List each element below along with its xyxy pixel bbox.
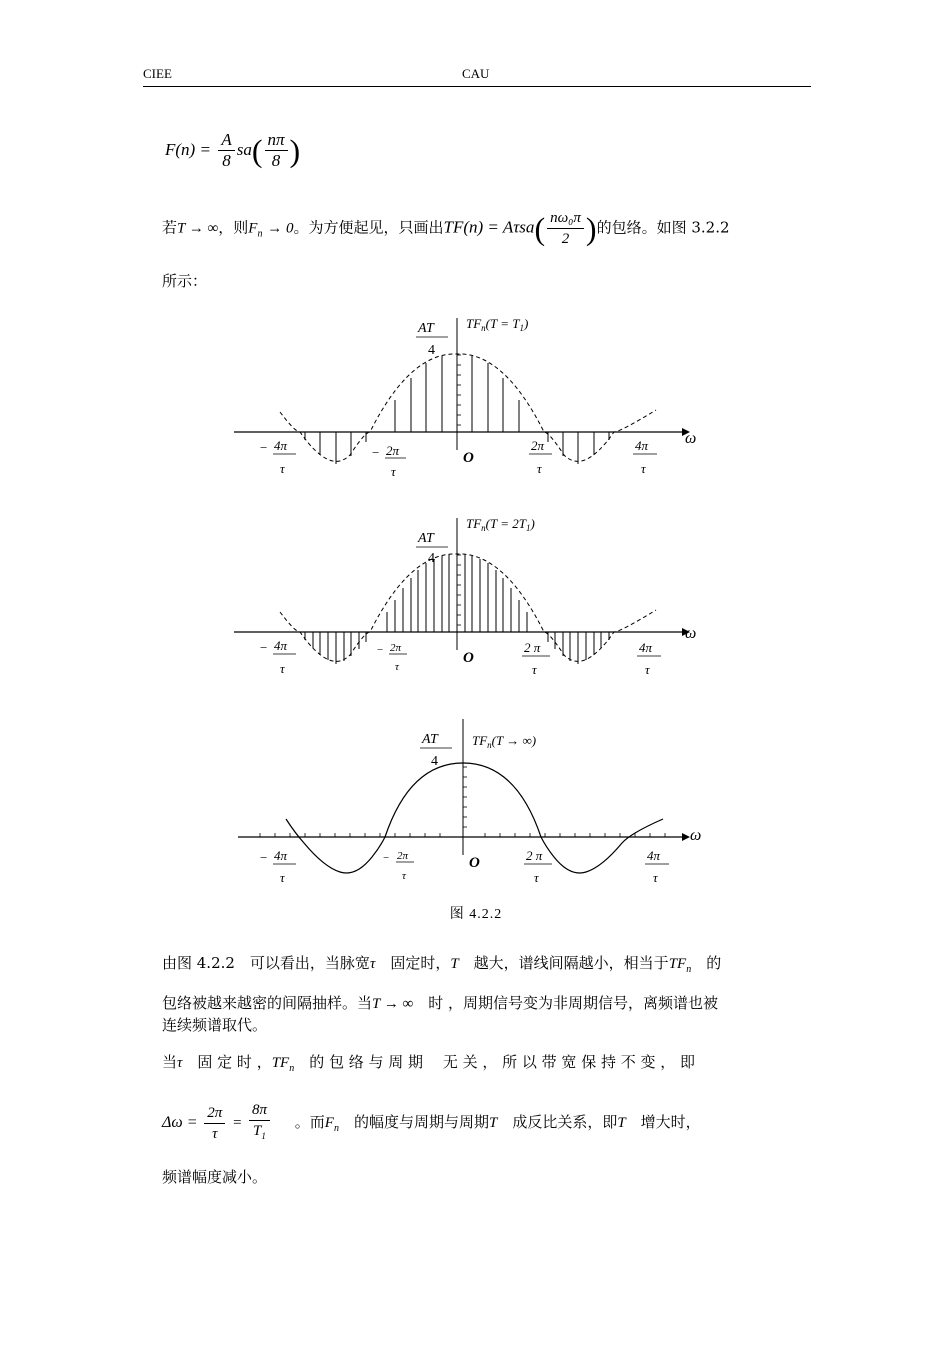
plot3-title: $TF_n(T$ → ∞) <box>472 733 537 750</box>
plot2-label-den: 4 <box>428 551 435 566</box>
para5-frac-1: $\frac{2\pi}{\tau}$ <box>204 1103 225 1144</box>
plot2-y-ticks <box>457 555 461 625</box>
para-5: Δω = $\frac{2\pi}{\tau}$ = $\frac{8\pi}{T_1}$ 。而$F_n$ 的幅度与周期与周期T 成反比关系，即T 增大时， <box>162 1100 701 1146</box>
plot3-omega: ω <box>690 827 702 844</box>
plot2-label-num: AT <box>418 531 434 546</box>
svg-text:τ: τ <box>645 662 650 677</box>
svg-text:τ: τ <box>391 464 396 479</box>
para-3: 连续频谱取代。 <box>162 1016 268 1034</box>
line1-frac-den: 2 <box>561 231 570 247</box>
plot3-x-arrow <box>682 833 690 841</box>
plot-3 <box>220 715 720 890</box>
plot1-label-num: AT <box>418 321 434 336</box>
figure-caption: 图 4.2.2 <box>449 907 503 922</box>
plot1-title: $TF_n(T = T_1)$ <box>466 316 529 333</box>
svg-text:τ: τ <box>402 870 406 882</box>
line1-cond2-rest: → 0 <box>267 220 294 237</box>
plot2-omega: ω <box>685 625 697 642</box>
plot1-omega: ω <box>685 430 697 447</box>
text-line-2: 所示： <box>162 272 208 290</box>
svg-text:−: − <box>383 852 390 864</box>
plot2-origin: O <box>463 650 474 666</box>
plot3-tick-pos4: 4π <box>647 848 661 863</box>
inner-num: nπ <box>265 130 288 151</box>
plot1-label-den: 4 <box>428 343 435 358</box>
inner-den: 8 <box>271 151 281 170</box>
frac-num: A <box>218 130 234 151</box>
plot3-tick-neg2: 2π <box>397 850 409 862</box>
formula-frac <box>218 130 234 171</box>
formula-inner-frac <box>265 130 288 171</box>
plot3-tick-neg4: 4π <box>274 848 288 863</box>
plot2-tick-neg2: 2π <box>390 642 402 654</box>
para5-frac-2: $\frac{8\pi}{T_1}$ <box>249 1100 270 1146</box>
line1-mid: ，则 <box>218 218 249 237</box>
line1-cond2: F <box>248 220 258 237</box>
plot-2 <box>220 510 720 685</box>
line1-cond2-sub: n <box>257 228 263 240</box>
plot2-tick-pos4: 4π <box>639 640 653 655</box>
line1-post: 的包络。如图 3.2.2 <box>596 218 730 237</box>
plot2-title: $TF_n(T = 2T_1)$ <box>466 516 535 533</box>
plot1-tick-pos4: 4π <box>635 438 649 453</box>
frac-den: 8 <box>222 151 231 170</box>
header-center: CAU <box>462 66 490 81</box>
line1-frac-num: nω₀π <box>547 208 584 229</box>
formula-fn: F(n) = $\frac{A}{8}$ sa( $\frac{n\pi}{8}$ ) <box>165 130 301 170</box>
plot2-tick-pos2: 2 π <box>524 640 541 655</box>
plot1-tick-pos2: 2π <box>531 438 545 453</box>
plot3-tick-pos2: 2 π <box>526 848 543 863</box>
line1-expr: TF(n) = Aτsa <box>443 217 535 237</box>
svg-text:−: − <box>260 440 268 455</box>
plot1-origin: O <box>463 450 474 466</box>
plot3-label-num: AT <box>422 732 438 747</box>
svg-text:τ: τ <box>280 870 285 885</box>
svg-text:τ: τ <box>653 870 658 885</box>
plot1-tick-neg2: 2π <box>386 443 400 458</box>
plot1-tick-neg4: 4π <box>274 438 288 453</box>
plot3-y-ticks <box>463 767 467 827</box>
svg-text:−: − <box>260 640 268 655</box>
para-4: 当τ 固 定 时 ，$TF_n$ 的 包 络 与 周 期 无 关 ， 所 以 带 宽 保 持 不 变 ， 即 <box>162 1053 696 1074</box>
svg-text:τ: τ <box>537 461 542 476</box>
header-rule <box>143 86 811 87</box>
svg-text:τ: τ <box>280 461 285 476</box>
text-line-1: 若T → ∞，则$F_n \to 0$。为方便起见，只画出TF(n) = Aτsa( $\frac{\text{nω₀π}}{2}$ )的包络。如图 3.2.2 <box>162 210 730 247</box>
line1-frac <box>547 208 584 249</box>
svg-text:−: − <box>372 445 380 460</box>
svg-text:−: − <box>260 850 268 865</box>
svg-text:−: − <box>377 644 384 656</box>
formula-lhs: F(n) = <box>165 140 211 159</box>
para-1: 由图 4.2.2 可以看出，当脉宽τ 固定时，T 越大，谱线间隔越小，相当于$TF_n$ 的 <box>162 954 722 975</box>
svg-text:τ: τ <box>532 662 537 677</box>
formula-func: sa <box>236 140 252 159</box>
para-2: 包络被越来越密的间隔抽样。当T → ∞ 时 ，周期信号变为非周期信号，离频谱也被 <box>162 994 719 1012</box>
line1-text2: 。为方便起见，只画出 <box>293 218 444 237</box>
svg-text:τ: τ <box>395 661 399 673</box>
header-left: CIEE <box>143 66 172 81</box>
svg-text:τ: τ <box>534 870 539 885</box>
line1-cond1: T → ∞ <box>177 220 219 237</box>
plot3-label-den: 4 <box>431 754 438 769</box>
svg-text:τ: τ <box>641 461 646 476</box>
para-6: 频谱幅度减小。 <box>162 1168 268 1186</box>
plot-1 <box>220 310 720 485</box>
line1-pre: 若 <box>162 218 178 237</box>
plot2-tick-neg4: 4π <box>274 638 288 653</box>
svg-text:τ: τ <box>280 661 285 676</box>
plot1-y-ticks <box>457 355 461 425</box>
plot3-origin: O <box>469 855 480 871</box>
